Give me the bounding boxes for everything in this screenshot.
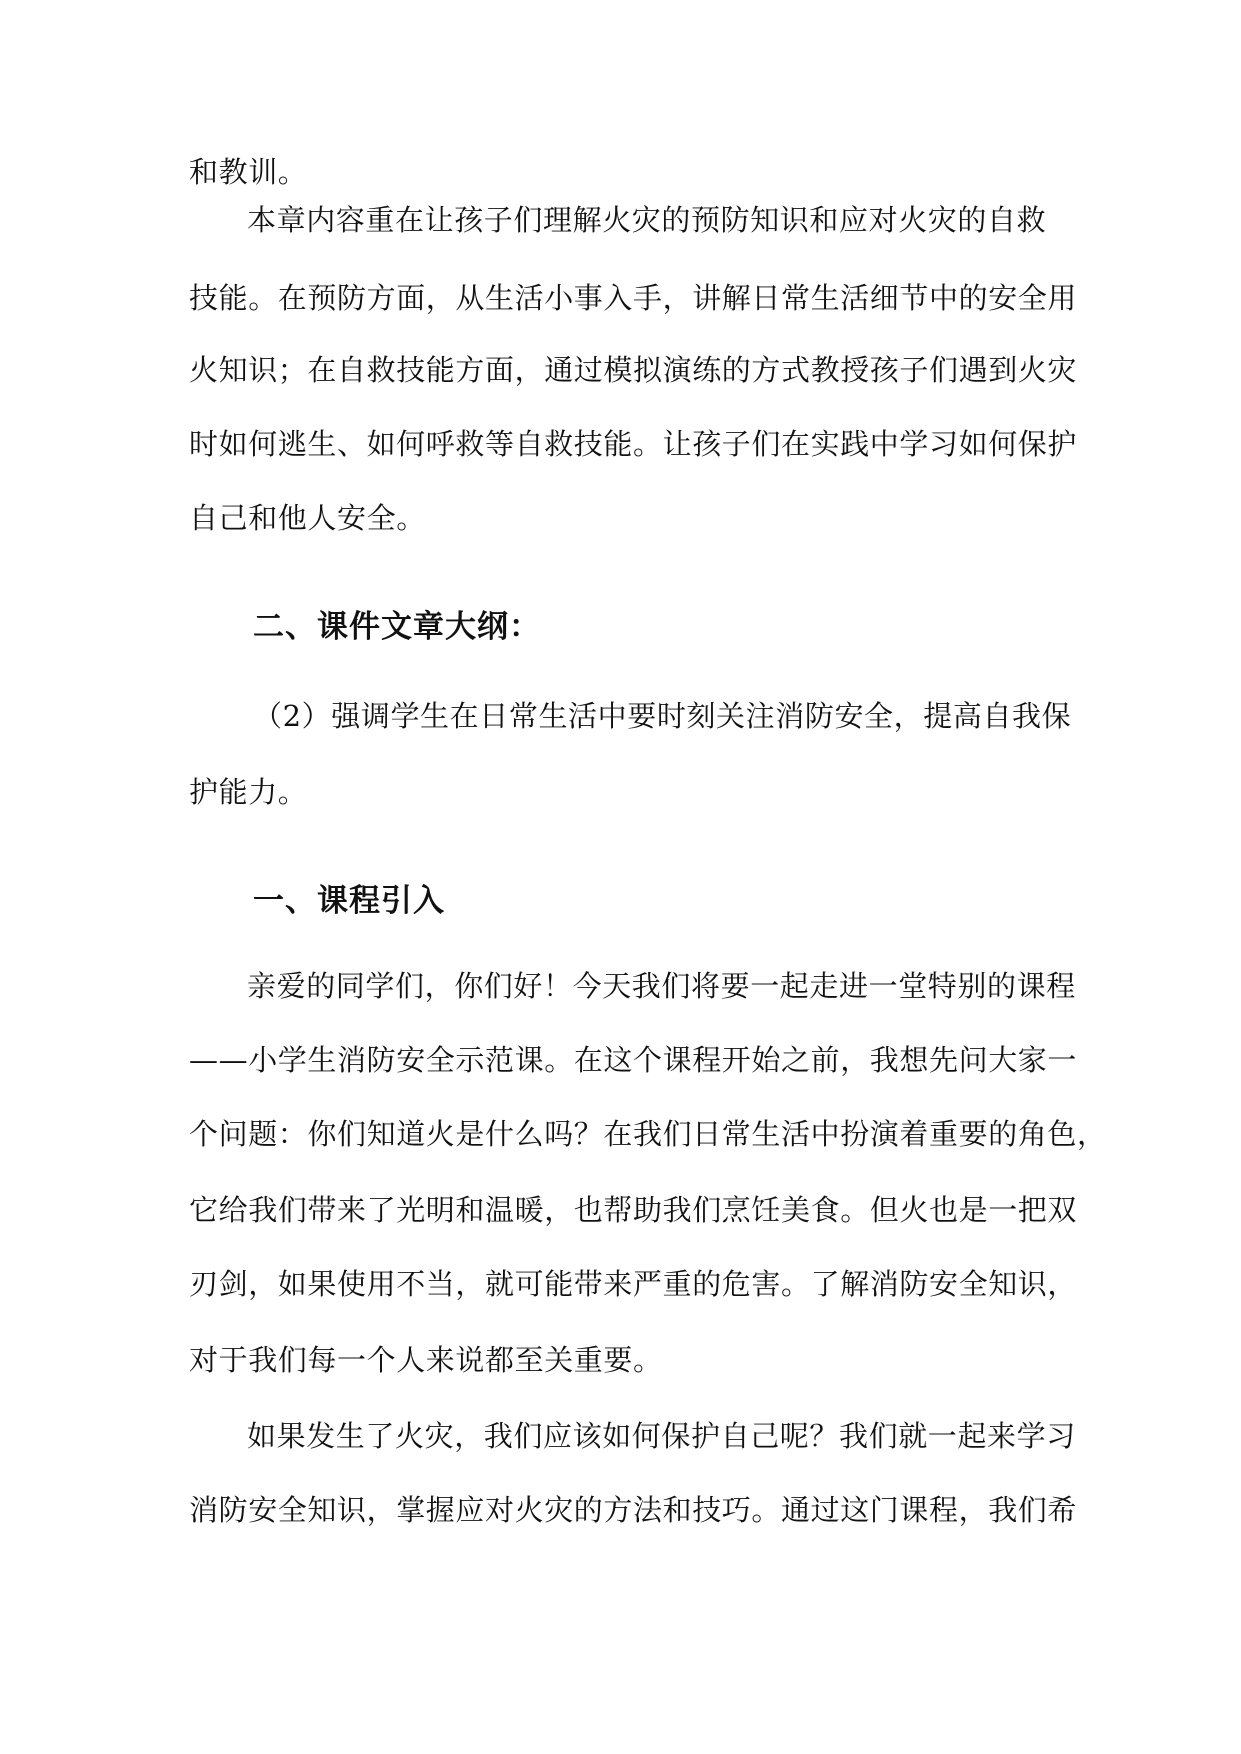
paragraph-line: 本章内容重在让孩子们理解火灾的预防知识和应对火灾的自救 [247,203,1047,237]
paragraph-line: 对于我们每一个人来说都至关重要。 [189,1343,663,1377]
paragraph-line: ——小学生消防安全示范课。在这个课程开始之前，我想先问大家一 [189,1043,1078,1077]
paragraph-line: 亲爱的同学们，你们好！今天我们将要一起走进一堂特别的课程 [247,969,1076,1003]
section-heading: 二、课件文章大纲： [253,609,541,645]
section-heading: 一、课程引入 [253,883,445,919]
paragraph-line: 火知识；在自救技能方面，通过模拟演练的方式教授孩子们遇到火灾 [189,353,1078,387]
paragraph-line: 自己和他人安全。 [189,501,426,535]
paragraph-line: 刃剑，如果使用不当，就可能带来严重的危害。了解消防安全知识， [189,1267,1078,1301]
paragraph-line: 和教训。 [189,155,308,189]
paragraph-line: 它给我们带来了光明和温暖，也帮助我们烹饪美食。但火也是一把双 [189,1193,1078,1227]
paragraph-line: 个问题：你们知道火是什么吗？在我们日常生活中扮演着重要的角色， [189,1117,1107,1151]
paragraph-line: 技能。在预防方面，从生活小事入手，讲解日常生活细节中的安全用 [189,281,1078,315]
paragraph-line: 护能力。 [189,775,308,809]
paragraph-line: （2）强调学生在日常生活中要时刻关注消防安全，提高自我保 [253,699,1072,733]
paragraph-line: 时如何逃生、如何呼救等自救技能。让孩子们在实践中学习如何保护 [189,427,1078,461]
paragraph-line: 消防安全知识，掌握应对火灾的方法和技巧。通过这门课程，我们希 [189,1493,1078,1527]
paragraph-line: 如果发生了火灾，我们应该如何保护自己呢？我们就一起来学习 [247,1419,1076,1453]
